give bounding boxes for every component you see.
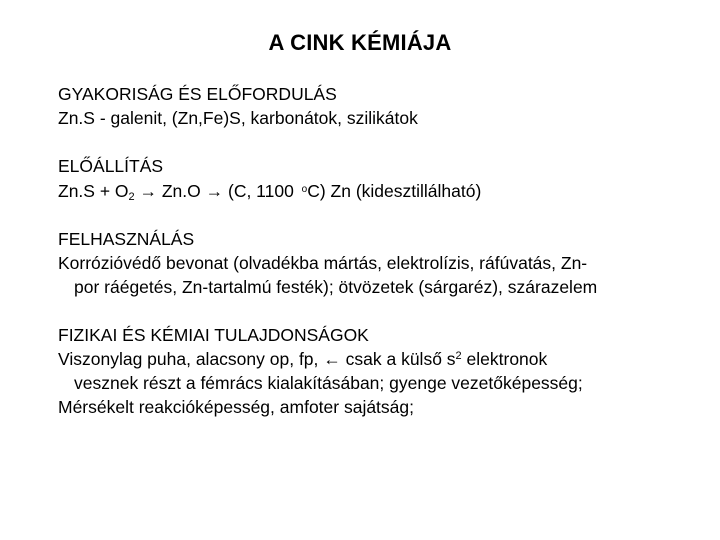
equation-part-3: C) Zn (kidesztillálható): [307, 181, 482, 201]
slide-body: [58, 82, 698, 443]
page-title: A CINK KÉMIÁJA: [268, 30, 452, 55]
properties-line-2: vesznek részt a fémrács kialakításában; gyenge vezetőképesség;: [74, 373, 583, 393]
section-heading-properties: FIZIKAI ÉS KÉMIAI TULAJDONSÁGOK: [58, 325, 369, 345]
production-equation: [58, 178, 698, 203]
section-production: [58, 154, 698, 203]
properties-line-3: Mérsékelt reakcióképesség, amfoter sajátság;: [58, 397, 414, 417]
equation-subscript: 2: [128, 191, 135, 203]
occurrence-text: Zn.S - galenit, (Zn,Fe)S, karbonátok, szilikátok: [58, 108, 418, 128]
section-properties: [58, 323, 698, 419]
usage-line-1: Korrózióvédő bevonat (olvadékba mártás, elektrolízis, ráfúvatás, Zn-: [58, 253, 588, 273]
section-heading-occurrence: GYAKORISÁG ÉS ELŐFORDULÁS: [58, 84, 337, 104]
superscript: 2: [455, 350, 462, 362]
section-heading-usage: FELHASZNÁLÁS: [58, 229, 195, 249]
properties-line-1-text: Viszonylag puha, alacsony op, fp, ← csak a külső s: [58, 349, 456, 369]
degree-symbol: o: [301, 184, 308, 195]
usage-line-2: por ráégetés, Zn-tartalmú festék); ötvözetek (sárgaréz), szárazelem: [74, 277, 598, 297]
section-heading-production: ELŐÁLLÍTÁS: [58, 156, 164, 176]
section-usage: [58, 227, 698, 299]
properties-line-1-end: elektronok: [461, 349, 548, 369]
equation-part-1: Zn.S + O: [58, 181, 129, 201]
equation-part-2: → Zn.O → (C, 1100: [134, 181, 299, 201]
properties-line-1: [58, 347, 698, 371]
section-occurrence: [58, 82, 698, 130]
